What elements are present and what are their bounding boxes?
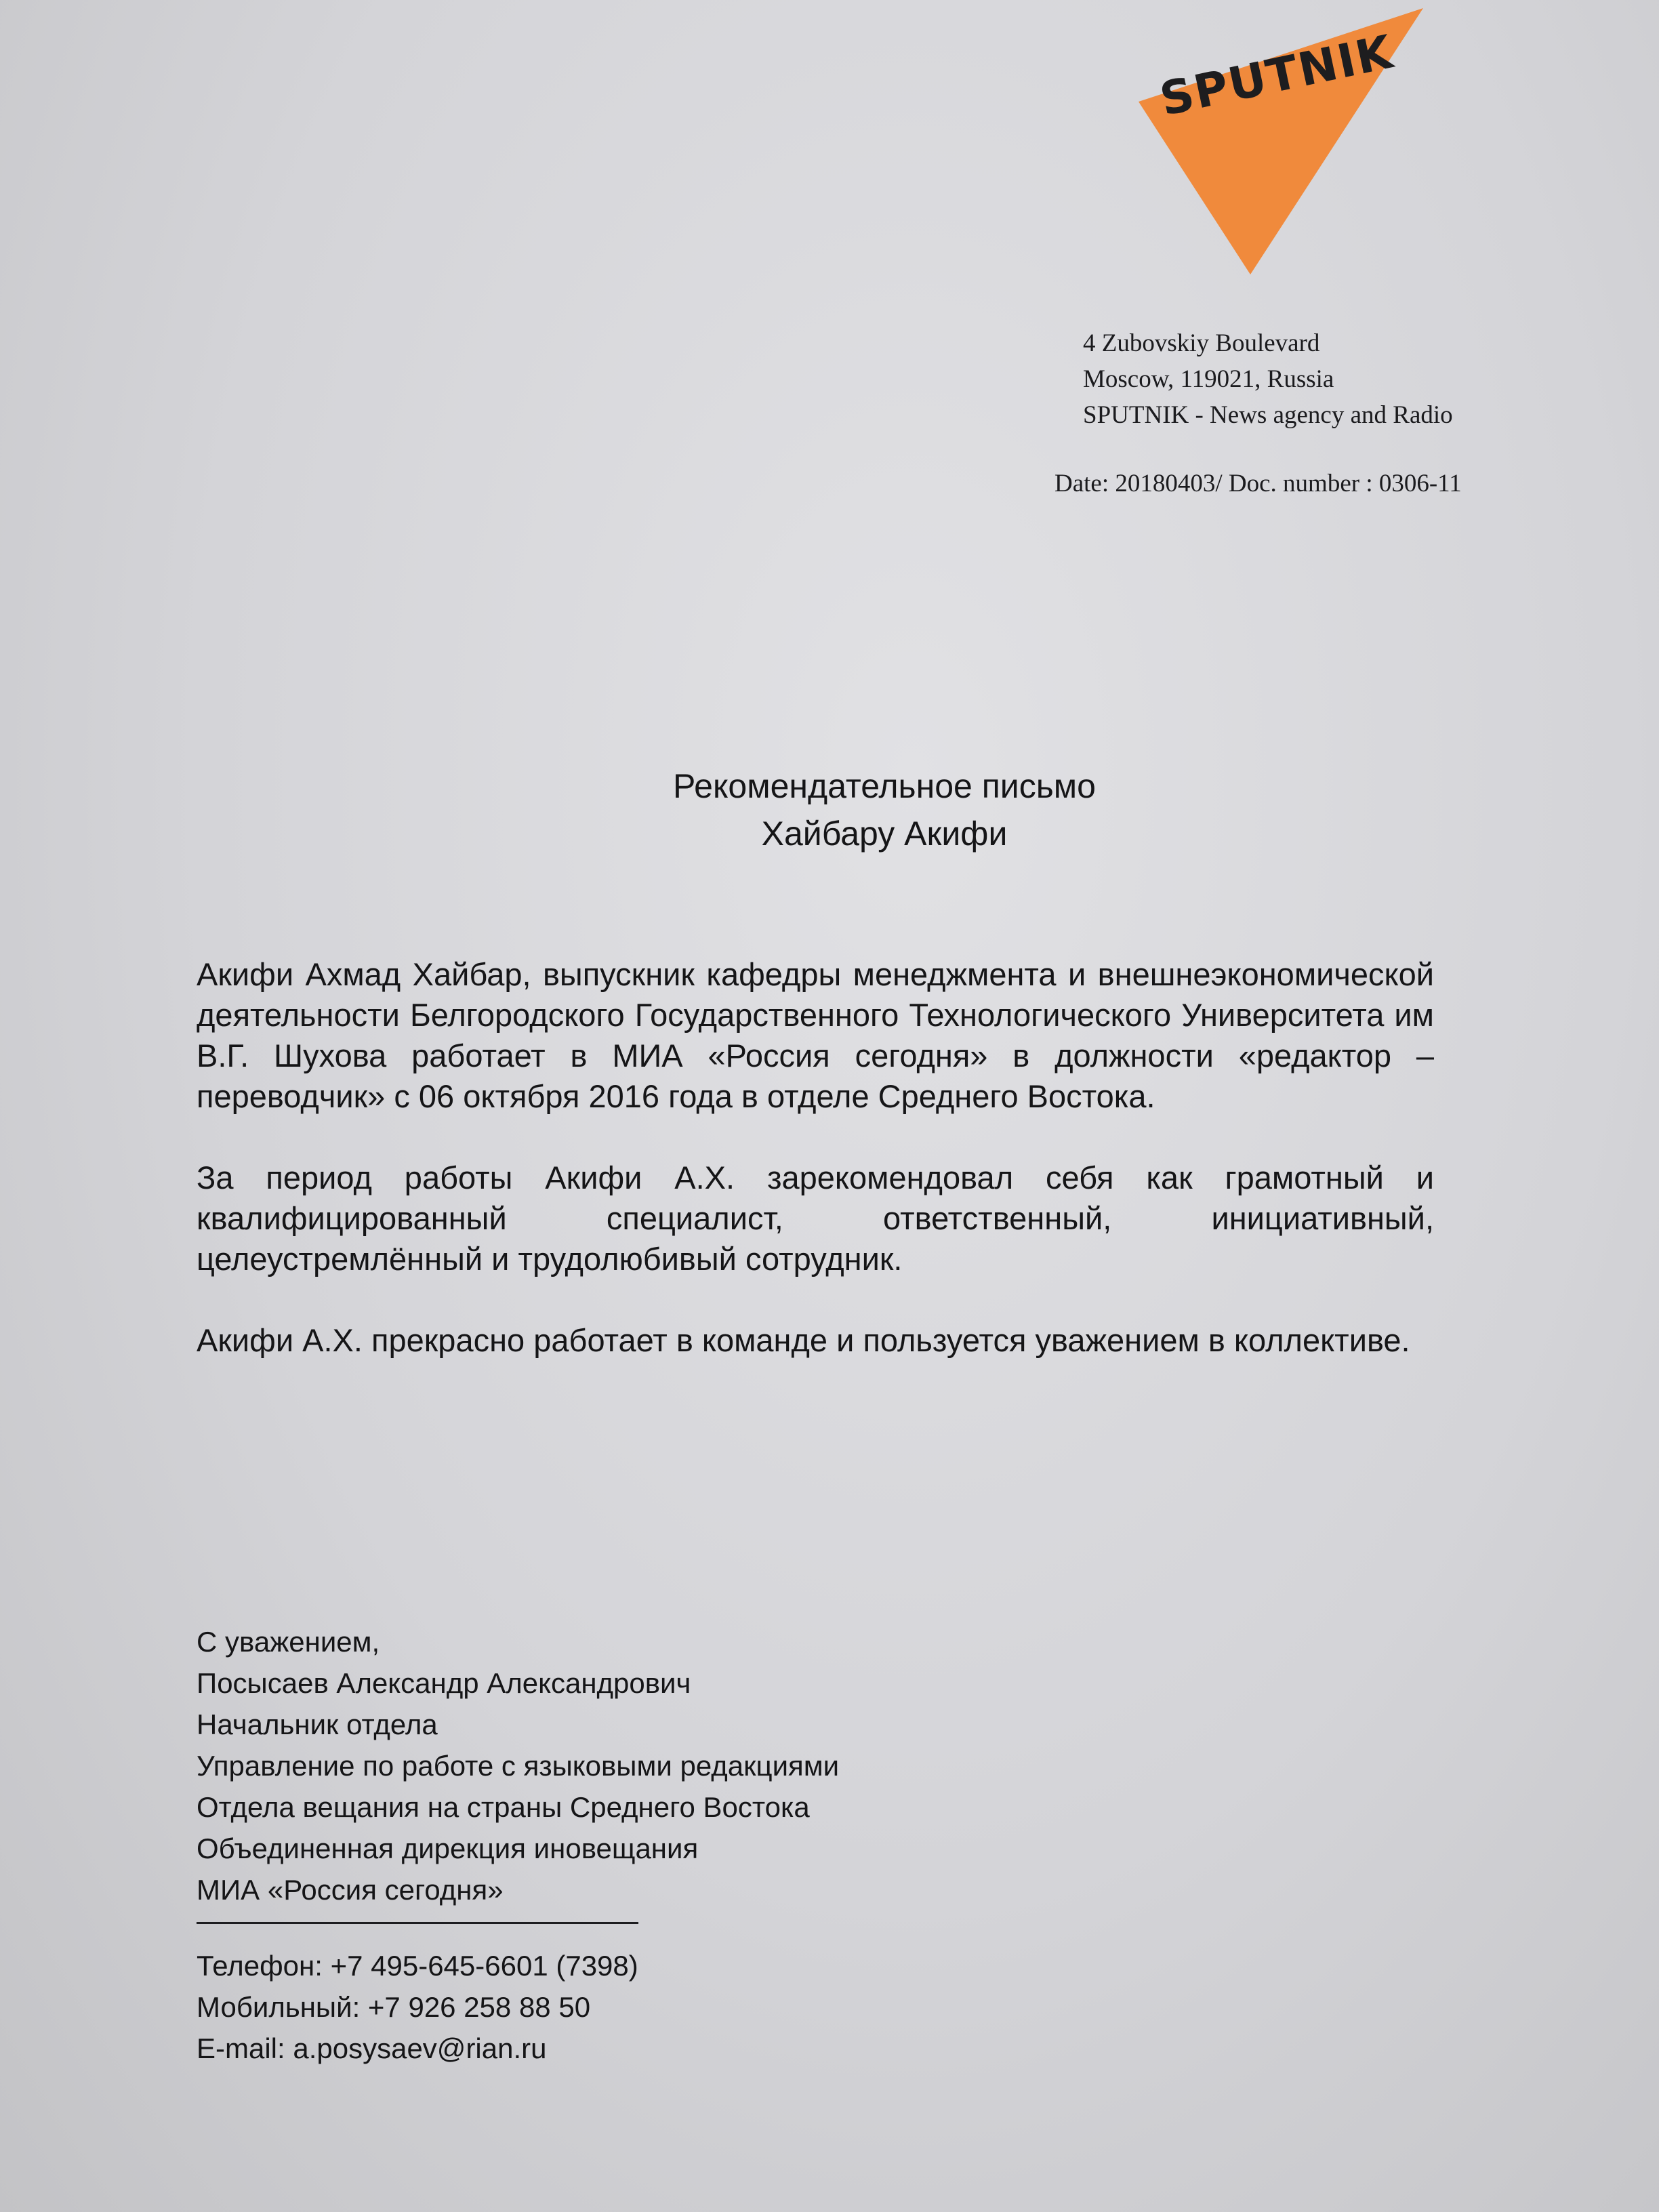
signature-block (197, 1621, 839, 1910)
signature-organization: МИА «Россия сегодня» (197, 1874, 504, 1906)
signature-directorate: Объединенная дирекция иновещания (197, 1832, 699, 1864)
body-paragraph-1: Акифи Ахмад Хайбар, выпускник кафедры менеджмента и внешнеэкономической деятельности Белгородского Государственного Технологического Университета им В.Г. Шухова работает в МИА «Россия сегодня» в должности «редактор – переводчик» с 06 октября 2016 года в отделе Среднего Востока. (197, 956, 1434, 1114)
address-line-organization: SPUTNIK - News agency and Radio (1083, 401, 1453, 429)
signature-position: Начальник отдела (197, 1708, 438, 1740)
body-paragraph-3: Акифи А.Х. прекрасно работает в команде и пользуется уважением в коллективе. (197, 1322, 1410, 1358)
signature-closing: С уважением, (197, 1626, 380, 1658)
title-line-2: Хайбару Акифи (761, 815, 1008, 853)
letter-title (407, 762, 1362, 857)
signature-division: Отдела вещания на страны Среднего Востока (197, 1791, 810, 1823)
signature-name: Посысаев Александр Александрович (197, 1667, 691, 1699)
sputnik-logo (1125, 0, 1443, 285)
contact-email: E-mail: a.posysaev@rian.ru (197, 2032, 547, 2064)
sputnik-logo-triangle (1125, 0, 1443, 285)
title-line-1: Рекомендательное письмо (673, 767, 1096, 805)
address-line-street: 4 Zubovskiy Boulevard (1083, 329, 1320, 357)
letter-body (197, 954, 1434, 1401)
signature-department: Управление по работе с языковыми редакциями (197, 1750, 840, 1782)
contact-phone: Телефон: +7 495-645-6601 (7398) (197, 1950, 638, 1982)
signature-divider (197, 1922, 638, 1924)
contact-block (197, 1945, 638, 2069)
logo-wordmark: SPUTNIK (1155, 25, 1399, 127)
date-and-doc-number: Date: 20180403/ Doc. number : 0306-11 (1054, 470, 1462, 497)
sender-address (1083, 325, 1453, 433)
body-paragraph-2: За период работы Акифи А.Х. зарекомендовал себя как грамотный и квалифицированный специалист, ответственный, инициативный, целеустремлённый и трудолюбивый сотрудник. (197, 1160, 1434, 1277)
contact-mobile: Мобильный: +7 926 258 88 50 (197, 1991, 591, 2023)
address-line-city: Moscow, 119021, Russia (1083, 365, 1334, 393)
